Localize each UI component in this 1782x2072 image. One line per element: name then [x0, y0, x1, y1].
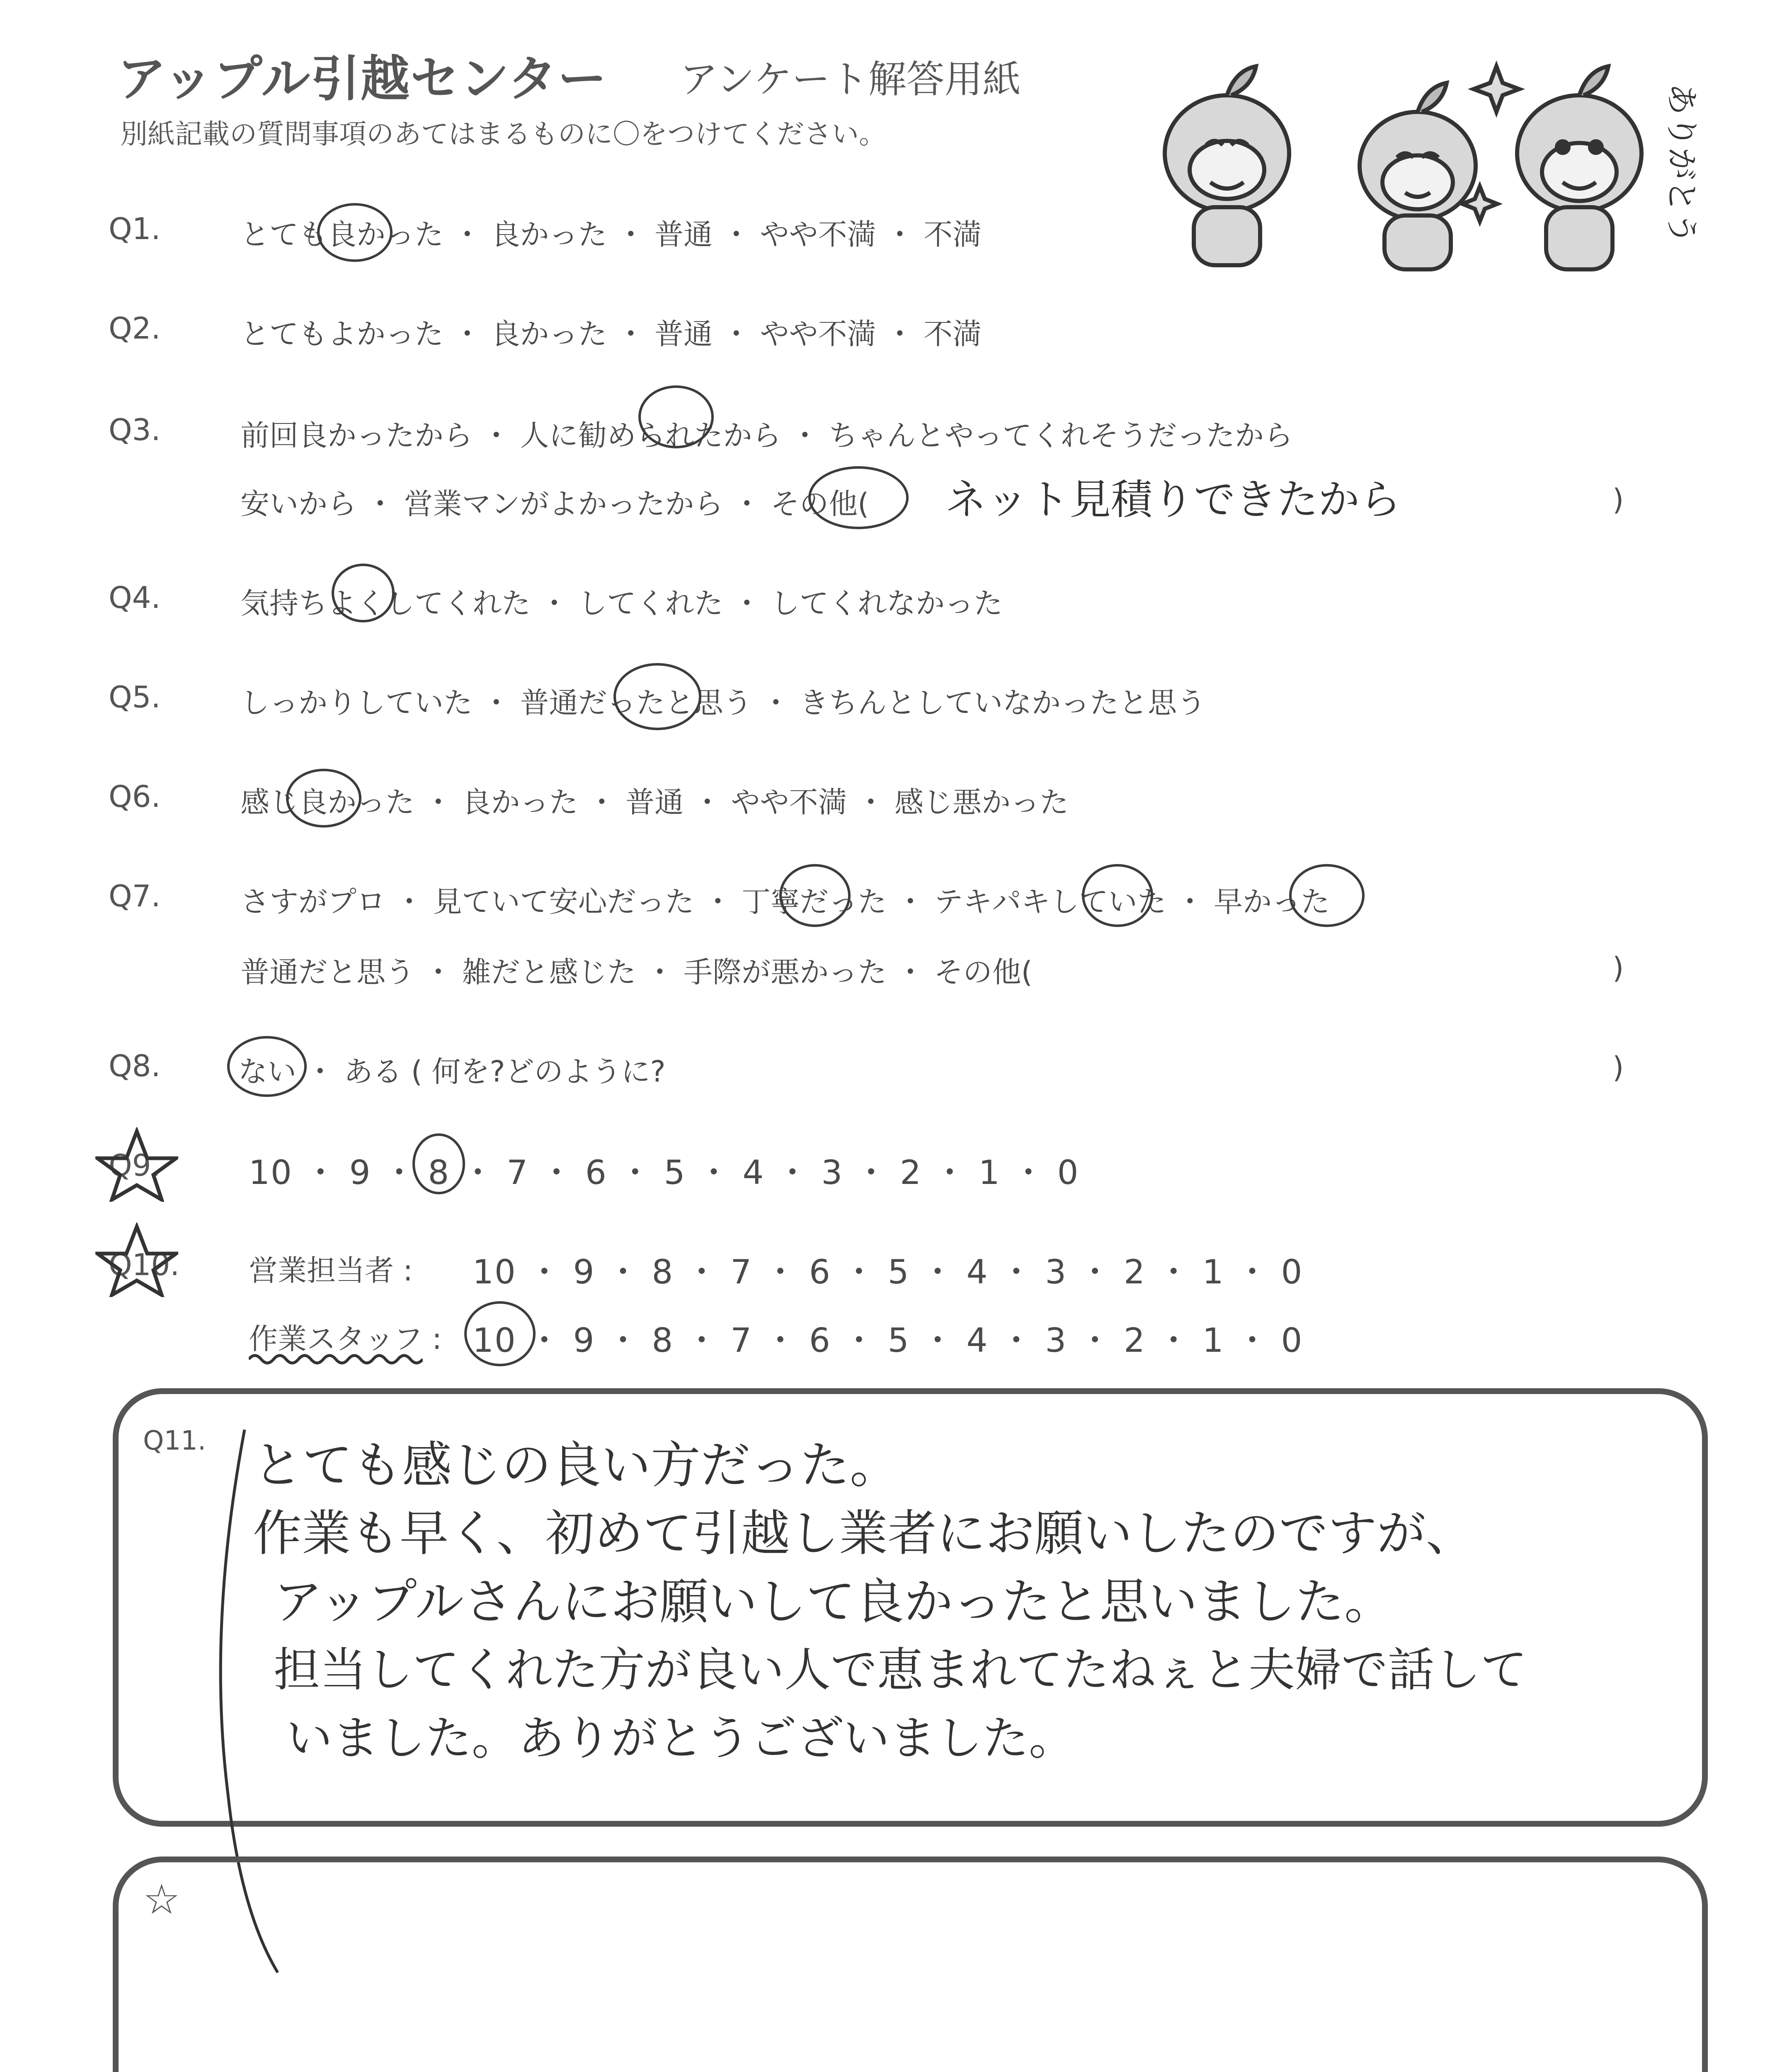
q5-options: しっかりしていた ・ 普通だったと思う ・ きちんとしていなかったと思う: [240, 686, 1206, 720]
q11-comment-line-5: いました。ありがとうございました。: [286, 1711, 1075, 1765]
star-comment-box: [113, 1857, 1708, 2072]
q3-circle-1: [638, 385, 714, 448]
q4-options: 気持ちよくしてくれた ・ してくれた ・ してくれなかった: [240, 586, 1003, 620]
q11-comment-line-4: 担当してくれた方が良い人で恵まれてたねぇと夫婦で話して: [274, 1643, 1527, 1697]
q1-options: とても良かった ・ 良かった ・ 普通 ・ やや不満 ・ 不満: [240, 218, 982, 252]
q10-sales-scale: 10 ・ 9 ・ 8 ・ 7 ・ 6 ・ 5 ・ 4 ・ 3 ・ 2 ・ 1 ・ 0: [473, 1253, 1303, 1291]
monkey-mascots-illustration: [1132, 50, 1704, 274]
star-mark-icon: [95, 1222, 178, 1297]
q7-circle-1: [779, 864, 851, 927]
q2-label: Q2.: [109, 311, 161, 346]
q2-options: とてもよかった ・ 良かった ・ 普通 ・ やや不満 ・ 不満: [240, 317, 982, 351]
form-subtitle: アンケート解答用紙: [680, 57, 1021, 102]
q3-options-line1: 前回良かったから ・ 人に勧められたから ・ ちゃんとやってくれそうだったから: [240, 419, 1293, 453]
q10-sales-label: 営業担当者 :: [249, 1254, 413, 1288]
q6-options: 感じ良かった ・ 良かった ・ 普通 ・ やや不満 ・ 感じ悪かった: [240, 785, 1069, 819]
company-title: アップル引越センター: [117, 50, 608, 107]
q10-staff-answer-circle: [464, 1301, 536, 1366]
q9-answer-circle: [412, 1133, 465, 1194]
arigatou-mascot-text: ありがとう: [1663, 83, 1700, 245]
q6-answer-circle: [286, 769, 361, 828]
q9-scale: 10 ・ 9 ・ 8 ・ 7 ・ 6 ・ 5 ・ 4 ・ 3 ・ 2 ・ 1 ・ 0: [249, 1153, 1079, 1192]
wavy-underline: [249, 1351, 423, 1368]
q5-label: Q5.: [109, 680, 161, 714]
q10-staff-label: 作業スタッフ :: [249, 1322, 442, 1356]
q4-answer-circle: [332, 564, 395, 622]
q9-label: Q9.: [109, 1148, 161, 1183]
q7-label: Q7.: [109, 879, 161, 913]
q7-circle-3: [1289, 864, 1365, 927]
star-mark-icon: [95, 1127, 178, 1202]
q3-close-paren: ): [1612, 483, 1624, 517]
q5-answer-circle: [613, 663, 701, 730]
q8-answer-circle: [227, 1036, 307, 1097]
q10-staff-scale: 10 ・ 9 ・ 8 ・ 7 ・ 6 ・ 5 ・ 4 ・ 3 ・ 2 ・ 1 ・ 0: [473, 1321, 1303, 1360]
q3-handwritten-answer: ネット見積りできたから: [945, 475, 1401, 524]
q3-label: Q3.: [109, 412, 161, 447]
q1-label: Q1.: [109, 211, 161, 246]
q7-options-line1: さすがプロ ・ 見ていて安心だった ・ 丁寧だった ・ テキパキしていた ・ 早かった: [240, 885, 1330, 919]
q11-comment-line-2: 作業も早く、初めて引越し業者にお願いしたのですが、: [253, 1505, 1475, 1562]
q1-answer-circle: [317, 203, 393, 262]
q11-comment-line-3: アップルさんにお願いして良かったと思いました。: [274, 1573, 1394, 1630]
q8-close-paren: ): [1612, 1051, 1624, 1084]
q11-label: Q11.: [143, 1426, 206, 1456]
q7-options-line2: 普通だと思う ・ 雑だと感じた ・ 手際が悪かった ・ その他(: [240, 955, 1033, 989]
q7-circle-2: [1082, 864, 1153, 927]
q8-options: ない ・ ある ( 何を?どのように?: [238, 1055, 666, 1089]
q8-label: Q8.: [109, 1048, 161, 1083]
q6-label: Q6.: [109, 779, 161, 814]
q10-label: Q10.: [109, 1247, 180, 1282]
q11-comment-line-1: とても感じの良い方だった。: [253, 1437, 899, 1494]
instruction-text: 別紙記載の質問事項のあてはまるものに〇をつけてください。: [120, 118, 886, 150]
q3-options-line2: 安いから ・ 営業マンがよかったから ・ その他(: [240, 487, 869, 521]
q4-label: Q4.: [109, 580, 161, 615]
star-box-label: ☆: [143, 1875, 180, 1924]
q7-close-paren: ): [1612, 951, 1624, 985]
q3-circle-2: [808, 466, 909, 529]
